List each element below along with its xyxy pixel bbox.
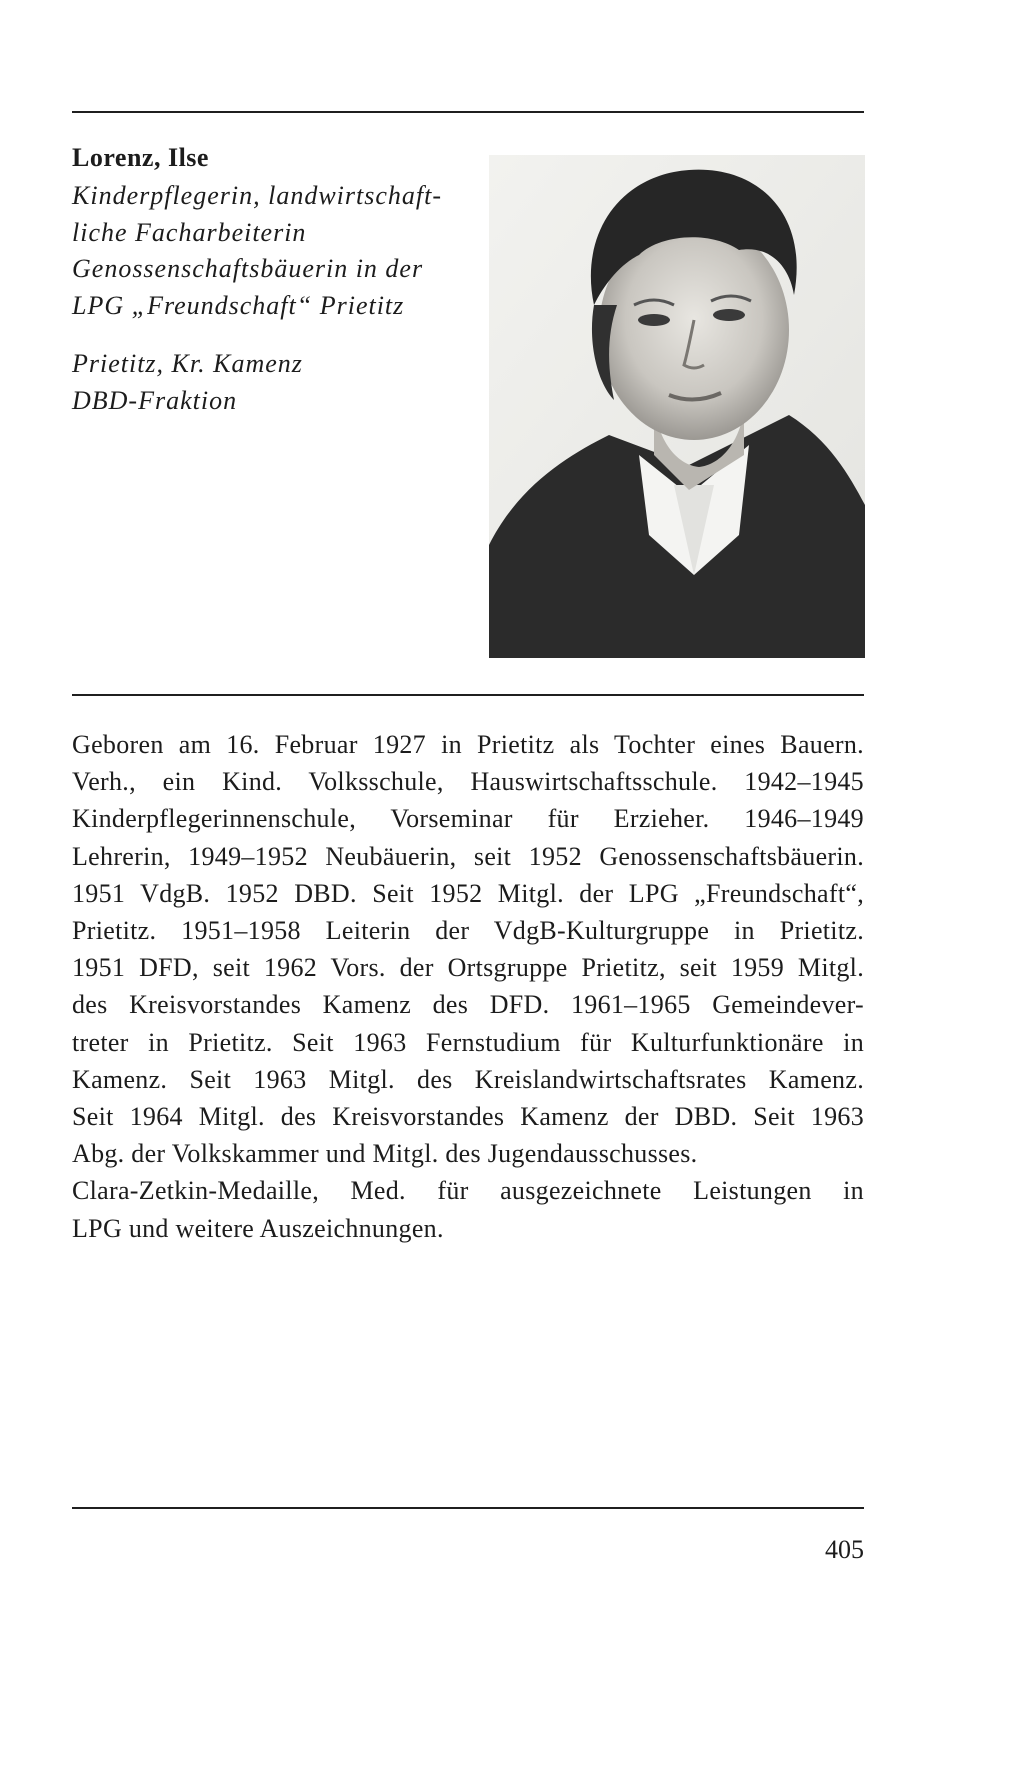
biography-line: Geboren am 16. Februar 1927 in Prietitz als Tochter eines Bauern.: [72, 730, 864, 759]
biography-line: des Kreisvorstandes Kamenz des DFD. 1961–1965 Gemeindever-: [72, 990, 864, 1020]
location: Prietitz, Kr. Kamenz: [72, 349, 303, 378]
biography-line: Kamenz. Seit 1963 Mitgl. des Kreislandwirtschaftsrates Kamenz.: [72, 1064, 864, 1094]
occupation-line: liche Facharbeiterin: [72, 217, 307, 247]
biography-line: treter in Prietitz. Seit 1963 Fernstudium für Kulturfunktionäre in: [72, 1027, 864, 1057]
occupation-line: LPG „Freundschaft“ Prietitz: [72, 290, 405, 320]
biography-line: Verh., ein Kind. Volksschule, Hauswirtschaftsschule. 1942–1945: [72, 767, 864, 797]
fraction: DBD-Fraktion: [72, 385, 238, 415]
biography-line: Lehrerin, 1949–1952 Neubäuerin, seit 1952 Genossenschaftsbäuerin.: [72, 841, 864, 871]
biography-line: Clara-Zetkin-Medaille, Med. für ausgezeichnete Leistungen in: [72, 1176, 864, 1206]
biography-line: Abg. der Volkskammer und Mitgl. des Jugendausschusses.: [72, 1139, 698, 1169]
biography-line: Prietitz. 1951–1958 Leiterin der VdgB-Kulturgruppe in Prietitz.: [72, 916, 864, 946]
entry-header: [72, 140, 472, 419]
biography-line: Kinderpflegerinnenschule, Vorseminar für Erzieher. 1946–1949: [72, 804, 864, 834]
biography-line: 1951 VdgB. 1952 DBD. Seit 1952 Mitgl. der LPG „Freundschaft“,: [72, 878, 864, 908]
biography-line: LPG und weitere Auszeichnungen.: [72, 1213, 444, 1243]
occupation-line: Kinderpflegerin, landwirtschaft-: [72, 181, 442, 210]
occupation-line: Genossenschaftsbäuerin in der: [72, 254, 424, 283]
biography-line: Seit 1964 Mitgl. des Kreisvorstandes Kamenz der DBD. Seit 1963: [72, 1102, 864, 1132]
biography-line: 1951 DFD, seit 1962 Vors. der Ortsgruppe Prietitz, seit 1959 Mitgl.: [72, 953, 864, 983]
section-rule: [72, 694, 864, 696]
portrait-photo: [489, 155, 865, 658]
biography-text: [72, 726, 864, 1247]
person-name: Lorenz, Ilse: [72, 143, 209, 172]
top-rule: [72, 111, 864, 113]
page-number: 405: [825, 1535, 864, 1564]
footer-rule: [72, 1507, 864, 1509]
